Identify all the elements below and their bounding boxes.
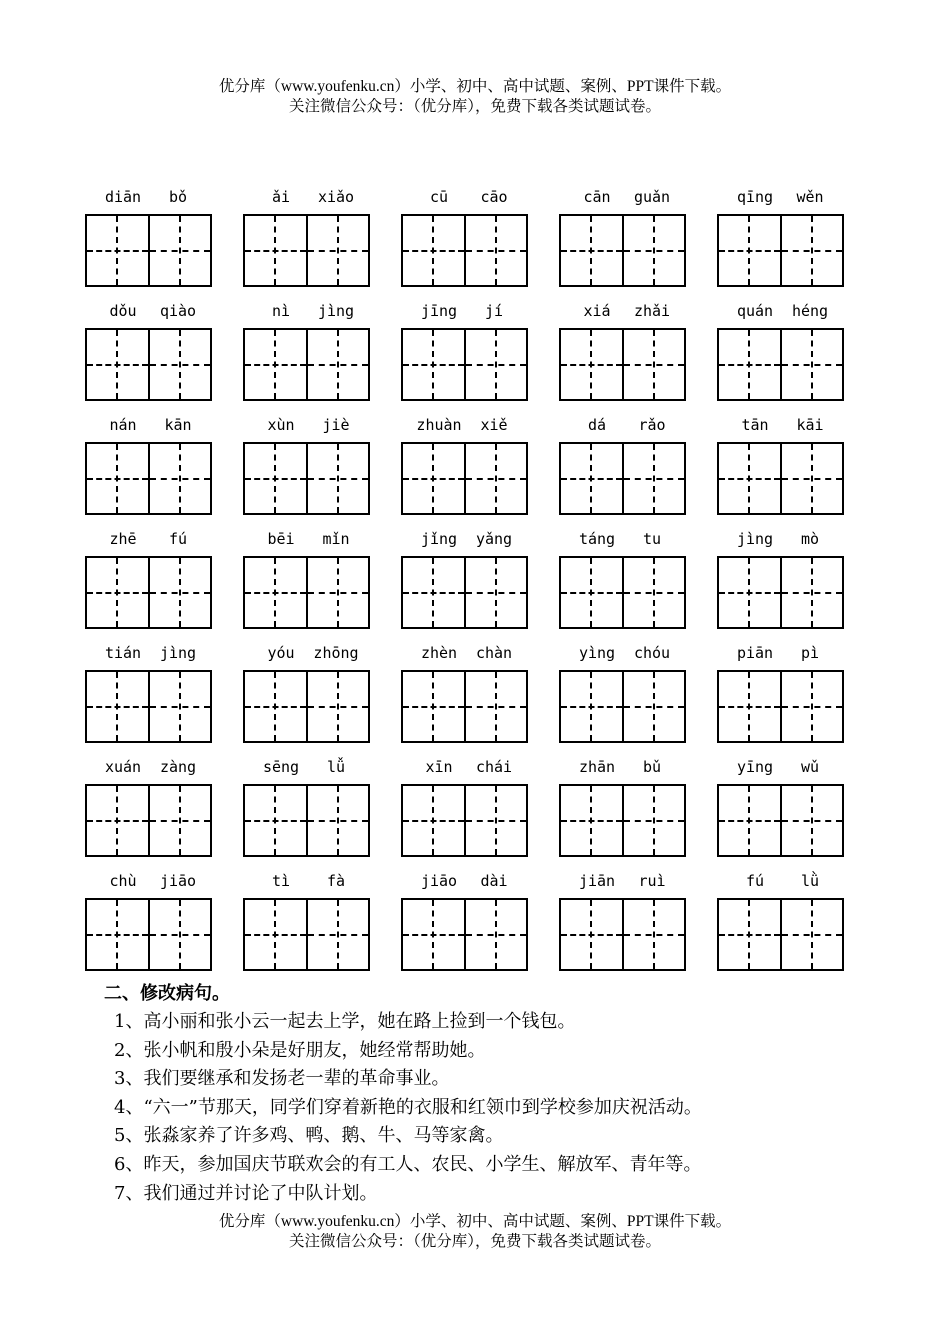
pinyin-label [401,414,528,438]
pinyin-syllable: jí [484,302,504,320]
pinyin-syllable: tì [271,872,291,890]
character-cell[interactable] [403,900,464,969]
pinyin-syllable: lǚ [326,758,346,776]
character-cell[interactable] [719,900,780,969]
writing-box [85,898,212,971]
sentence-item: 5、张淼家养了许多鸡、鸭、鹅、牛、马等家禽。 [114,1125,504,1147]
pinyin-item [85,870,212,984]
character-cell[interactable] [306,330,369,399]
pinyin-syllable: jīng [420,302,458,320]
character-cell[interactable] [245,786,306,855]
pinyin-label [243,756,370,780]
pinyin-label [85,642,212,666]
character-cell[interactable] [622,216,685,285]
writing-box [243,784,370,857]
character-cell[interactable] [87,444,148,513]
pinyin-label [85,414,212,438]
pinyin-label [559,528,686,552]
character-cell[interactable] [403,444,464,513]
footer-line-2: 关注微信公众号：（优分库），免费下载各类试题试卷。 [288,1233,661,1250]
character-cell[interactable] [464,330,527,399]
character-cell[interactable] [245,216,306,285]
character-cell[interactable] [464,558,527,627]
character-cell[interactable] [780,900,843,969]
pinyin-syllable: jiāo [159,872,197,890]
pinyin-item [717,414,844,528]
writing-box [717,784,844,857]
pinyin-syllable: cāo [480,188,508,206]
pinyin-syllable: bēi [267,530,295,548]
character-cell[interactable] [306,216,369,285]
character-cell[interactable] [719,444,780,513]
pinyin-label [401,300,528,324]
pinyin-item [717,300,844,414]
writing-box [85,670,212,743]
pinyin-label [717,756,844,780]
sentence-item: 1、高小丽和张小云一起去上学，她在路上捡到一个钱包。 [114,1011,576,1032]
character-cell[interactable] [464,216,527,285]
pinyin-syllable: zhōng [313,644,359,662]
writing-box [717,898,844,971]
pinyin-syllable: jìng [736,530,774,548]
pinyin-item [717,870,844,984]
pinyin-syllable: mǐn [322,530,350,548]
pinyin-syllable: kāi [796,416,824,434]
writing-box [559,442,686,515]
sentence-item: 3、我们要继承和发扬老一辈的革命事业。 [114,1068,450,1090]
writing-box [717,442,844,515]
pinyin-syllable: bǒ [168,188,188,206]
character-cell[interactable] [464,672,527,741]
pinyin-label [85,870,212,894]
pinyin-label [85,756,212,780]
writing-box [401,670,528,743]
pinyin-syllable: sēng [262,758,300,776]
pinyin-label [401,186,528,210]
sentence-item: 4、“六一”节那天，同学们穿着新艳的衣服和红领巾到学校参加庆祝活动。 [114,1096,702,1118]
character-cell[interactable] [87,672,148,741]
pinyin-syllable: yóu [267,644,295,662]
pinyin-syllable: lǜ [800,872,820,890]
character-cell[interactable] [245,558,306,627]
pinyin-syllable: xiá [583,302,611,320]
pinyin-item [401,300,528,414]
pinyin-label [717,414,844,438]
pinyin-label [85,186,212,210]
pinyin-syllable: ǎi [271,188,291,206]
pinyin-syllable: chàn [475,644,513,662]
character-cell[interactable] [622,672,685,741]
writing-box [559,670,686,743]
pinyin-label [717,870,844,894]
pinyin-label [243,186,370,210]
pinyin-label [401,756,528,780]
header-line-2: 关注微信公众号：（优分库），免费下载各类试题试卷。 [288,98,661,115]
pinyin-item [717,186,844,300]
writing-box [717,328,844,401]
writing-box [85,328,212,401]
pinyin-label [559,414,686,438]
character-cell[interactable] [245,330,306,399]
character-cell[interactable] [464,900,527,969]
character-cell[interactable] [148,444,211,513]
pinyin-item [559,414,686,528]
pinyin-syllable: xīn [425,758,453,776]
character-cell[interactable] [561,216,622,285]
pinyin-syllable: zhē [109,530,137,548]
pinyin-item [559,186,686,300]
pinyin-syllable: dài [480,872,508,890]
character-cell[interactable] [561,444,622,513]
pinyin-syllable: kān [164,416,192,434]
pinyin-item [559,756,686,870]
pinyin-label [401,870,528,894]
pinyin-label [85,300,212,324]
pinyin-syllable: tu [642,530,662,548]
character-cell[interactable] [403,786,464,855]
character-cell[interactable] [780,558,843,627]
character-cell[interactable] [87,900,148,969]
pinyin-item [559,642,686,756]
footer-line-1: 优分库（www.youfenku.cn）小学、初中、高中试题、案例、PPT课件下载。 [218,1213,732,1230]
pinyin-syllable: wěn [796,188,824,206]
writing-box [243,328,370,401]
pinyin-syllable: fà [326,872,346,890]
character-cell[interactable] [306,900,369,969]
pinyin-item [401,186,528,300]
character-cell[interactable] [719,786,780,855]
pinyin-syllable: wǔ [800,758,820,776]
pinyin-label [243,870,370,894]
sentence-correction-section [104,980,702,1208]
character-cell[interactable] [245,900,306,969]
character-cell[interactable] [561,786,622,855]
pinyin-syllable: tián [104,644,142,662]
character-cell[interactable] [561,558,622,627]
pinyin-syllable: héng [791,302,829,320]
pinyin-syllable: chái [475,758,513,776]
pinyin-label [717,186,844,210]
sentence-item: 6、昨天，参加国庆节联欢会的有工人、农民、小学生、解放军、青年等。 [114,1153,702,1175]
pinyin-item [559,870,686,984]
pinyin-syllable: cū [429,188,449,206]
pinyin-syllable: pì [800,644,820,662]
character-cell[interactable] [87,786,148,855]
pinyin-label [559,642,686,666]
writing-box [717,556,844,629]
pinyin-syllable: cān [583,188,611,206]
pinyin-label [85,528,212,552]
pinyin-label [717,642,844,666]
pinyin-label [559,300,686,324]
character-cell[interactable] [306,444,369,513]
pinyin-label [559,870,686,894]
writing-box [401,442,528,515]
writing-box [243,556,370,629]
pinyin-syllable: jìng [159,644,197,662]
section-title: 二、修改病句。 [104,983,230,1004]
writing-box [401,328,528,401]
pinyin-item [243,300,370,414]
writing-box [559,214,686,287]
writing-box [85,442,212,515]
pinyin-syllable: guǎn [633,188,671,206]
character-cell[interactable] [464,444,527,513]
character-cell[interactable] [622,444,685,513]
character-cell[interactable] [403,558,464,627]
pinyin-item [243,756,370,870]
character-cell[interactable] [403,672,464,741]
character-cell[interactable] [561,330,622,399]
pinyin-syllable: jiān [578,872,616,890]
writing-box [85,214,212,287]
writing-box [85,556,212,629]
pinyin-item [401,528,528,642]
character-cell[interactable] [148,216,211,285]
pinyin-syllable: nì [271,302,291,320]
character-cell[interactable] [87,558,148,627]
pinyin-syllable: chóu [633,644,671,662]
page-header [0,77,950,117]
pinyin-syllable: fú [745,872,765,890]
character-cell[interactable] [719,330,780,399]
character-cell[interactable] [306,786,369,855]
writing-box [243,670,370,743]
character-cell[interactable] [148,330,211,399]
pinyin-item [559,528,686,642]
writing-box [401,556,528,629]
pinyin-item [717,528,844,642]
pinyin-item [401,642,528,756]
pinyin-syllable: jìng [317,302,355,320]
sentence-list [114,1008,702,1208]
pinyin-label [717,300,844,324]
pinyin-item [243,870,370,984]
pinyin-syllable: quán [736,302,774,320]
pinyin-syllable: táng [578,530,616,548]
pinyin-item [243,414,370,528]
pinyin-syllable: yǎng [475,530,513,548]
pinyin-syllable: zhān [578,758,616,776]
character-cell[interactable] [403,216,464,285]
writing-box [85,784,212,857]
writing-box [559,328,686,401]
pinyin-item [717,756,844,870]
pinyin-syllable: rǎo [638,416,666,434]
pinyin-item [85,186,212,300]
pinyin-item [401,414,528,528]
pinyin-syllable: jǐng [420,530,458,548]
pinyin-syllable: zhuàn [416,416,462,434]
pinyin-syllable: qiào [159,302,197,320]
pinyin-item [559,300,686,414]
character-cell[interactable] [148,558,211,627]
pinyin-syllable: dá [587,416,607,434]
character-cell[interactable] [561,900,622,969]
character-cell[interactable] [306,672,369,741]
pinyin-syllable: yīng [736,758,774,776]
character-cell[interactable] [87,330,148,399]
pinyin-syllable: diān [104,188,142,206]
character-cell[interactable] [719,216,780,285]
character-cell[interactable] [780,216,843,285]
pinyin-syllable: jiè [322,416,350,434]
page-footer [0,1212,950,1252]
pinyin-syllable: zhèn [420,644,458,662]
pinyin-item [85,300,212,414]
character-cell[interactable] [780,444,843,513]
pinyin-item [717,642,844,756]
character-cell[interactable] [719,558,780,627]
character-cell[interactable] [245,444,306,513]
pinyin-syllable: mò [800,530,820,548]
writing-box [243,214,370,287]
pinyin-syllable: jiāo [420,872,458,890]
pinyin-syllable: tān [741,416,769,434]
character-cell[interactable] [780,330,843,399]
pinyin-syllable: qīng [736,188,774,206]
pinyin-syllable: dǒu [109,302,137,320]
pinyin-item [85,756,212,870]
pinyin-writing-grid [85,186,844,984]
writing-box [243,442,370,515]
pinyin-syllable: piān [736,644,774,662]
writing-box [401,784,528,857]
character-cell[interactable] [403,330,464,399]
pinyin-item [243,186,370,300]
character-cell[interactable] [719,672,780,741]
pinyin-syllable: xiě [480,416,508,434]
pinyin-item [401,870,528,984]
pinyin-label [717,528,844,552]
pinyin-item [401,756,528,870]
pinyin-label [559,756,686,780]
character-cell[interactable] [148,786,211,855]
writing-box [243,898,370,971]
writing-box [717,214,844,287]
character-cell[interactable] [622,558,685,627]
pinyin-syllable: yìng [578,644,616,662]
writing-box [401,214,528,287]
character-cell[interactable] [148,672,211,741]
pinyin-label [243,300,370,324]
pinyin-label [243,642,370,666]
writing-box [401,898,528,971]
character-cell[interactable] [148,900,211,969]
pinyin-item [243,642,370,756]
writing-box [559,784,686,857]
sentence-item: 7、我们通过并讨论了中队计划。 [114,1182,378,1204]
character-cell[interactable] [245,672,306,741]
writing-box [559,898,686,971]
pinyin-label [559,186,686,210]
pinyin-syllable: xùn [267,416,295,434]
pinyin-syllable: fú [168,530,188,548]
pinyin-syllable: zàng [159,758,197,776]
character-cell[interactable] [780,672,843,741]
character-cell[interactable] [622,786,685,855]
pinyin-label [243,528,370,552]
character-cell[interactable] [464,786,527,855]
pinyin-syllable: xiǎo [317,188,355,206]
pinyin-syllable: zhǎi [633,302,671,320]
character-cell[interactable] [622,330,685,399]
pinyin-label [243,414,370,438]
character-cell[interactable] [561,672,622,741]
pinyin-syllable: chù [109,872,137,890]
character-cell[interactable] [87,216,148,285]
pinyin-label [401,528,528,552]
writing-box [559,556,686,629]
pinyin-syllable: xuán [104,758,142,776]
pinyin-syllable: bǔ [642,758,662,776]
pinyin-syllable: nán [109,416,137,434]
character-cell[interactable] [780,786,843,855]
pinyin-item [85,528,212,642]
pinyin-item [85,642,212,756]
pinyin-item [243,528,370,642]
sentence-item: 2、张小帆和殷小朵是好朋友，她经常帮助她。 [114,1039,486,1061]
header-line-1: 优分库（www.youfenku.cn）小学、初中、高中试题、案例、PPT课件下载。 [218,78,732,95]
pinyin-label [401,642,528,666]
pinyin-item [85,414,212,528]
writing-box [717,670,844,743]
character-cell[interactable] [306,558,369,627]
character-cell[interactable] [622,900,685,969]
pinyin-syllable: ruì [638,872,666,890]
